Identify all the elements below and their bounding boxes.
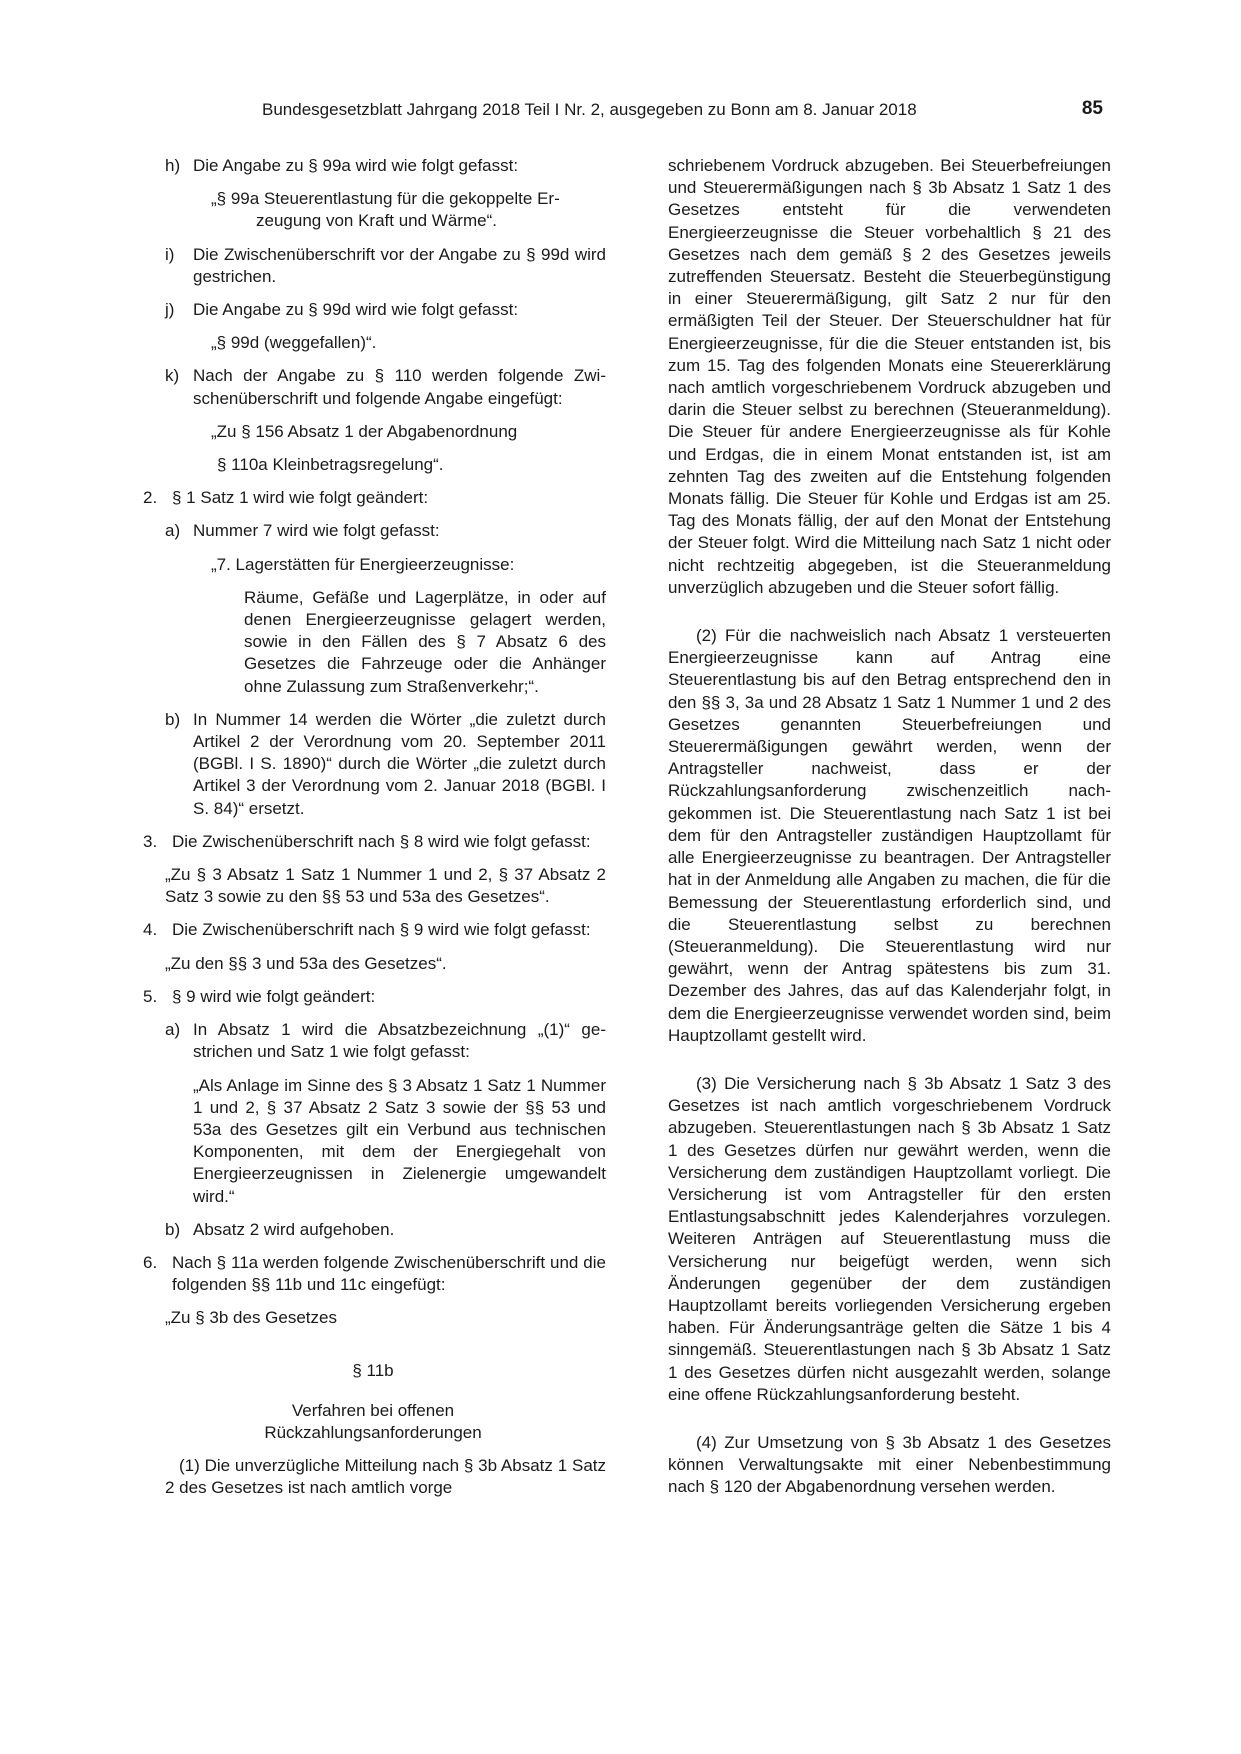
- quote-k-1: „Zu § 156 Absatz 1 der Abgabenordnung: [211, 421, 518, 441]
- paragraph-4: (4) Zur Umsetzung von § 3b Absatz 1 des Gesetzes können Verwaltungsakte mit einer Nebenbestimmung nach § 120 der Abgabenordnung versehen werden.: [668, 1432, 1111, 1497]
- item-i: [140, 244, 606, 288]
- item-text: Die Zwischenüberschrift vor der Angabe zu § 99d wird gestrichen.: [193, 244, 606, 286]
- item-text: In Absatz 1 wird die Absatzbezeichnung „(1)“ gestrichen und Satz 1 wie folgt gefasst:: [193, 1020, 606, 1062]
- quote-2a-body: Räume, Gefäße und Lagerplätze, in oder auf denen Energieerzeugnisse gelagert werden, sowie in den Fällen des § 7 Absatz 6 des Gesetzes die Fahrzeuge oder die Anhänger ohne Zulassung zum Straßenverkehr;“.: [244, 587, 606, 696]
- item-marker: a): [165, 1020, 181, 1040]
- quote-5a: „Als Anlage im Sinne des § 3 Absatz 1 Satz 1 Nummer 1 und 2, § 37 Absatz 2 Satz 3 sowie der §§ 53 und 53a des Gesetzes gilt ein Verbund aus technischen Komponenten, mit dem der Energiegehalt von Energieerzeugnissen in Zielenergie umgewandelt wird.“: [193, 1075, 606, 1206]
- item-marker: 5.: [143, 986, 158, 1006]
- item-marker: a): [165, 521, 181, 541]
- paragraph-2: (2) Für die nachweislich nach Absatz 1 versteuerten Energieerzeugnisse kann auf Antrag eine Steuerentlastung bis auf den Betrag entsprechend den in den §§ 3, 3a und 28 Absatz 1 Satz 1 Nummer 1 und 2 des Gesetzes genannten Steuerbefreiungen und Steuerermäßigungen gewährt werden, wenn der Antragsteller nachweist, dass er der Rückzahlungsanforderung zwischenzeitlich nachgekommen ist. Die Steuerentlastung nach Satz 1 ist bei dem für den Antragsteller zuständigen Hauptzollamt für alle Energieerzeugnisse zu beantragen. Der Antragsteller hat in der Anmeldung alle Angaben zu machen, die für die Bemessung der Steuerentlastung erforderlich sind, und die Steuerentlastung selbst zu berechnen (Steueranmeldung). Die Steuerentlastung wird nur gewährt, wenn der Antrag spätestens bis zum 31. Dezember des Jahres, das auf das Kalenderjahr folgt, in dem die Energieerzeugnisse verwendet worden sind, beim Hauptzollamt gestellt wird.: [668, 626, 1111, 1045]
- running-title: Bundesgesetzblatt Jahrgang 2018 Teil I Nr. 2, ausgegeben zu Bonn am 8. Januar 2018: [262, 100, 917, 119]
- quote-h: [140, 188, 606, 232]
- item-marker: i): [165, 244, 175, 264]
- item-text: Nach § 11a werden folgende Zwischenüberschrift und die folgenden §§ 11b und 11c eingefügt:: [172, 1252, 606, 1295]
- section-title-line-1: Verfahren bei offenen: [291, 1400, 455, 1420]
- quote-line: „§ 99a Steuerentlastung für die gekoppelte Er-: [211, 189, 560, 209]
- item-text: § 1 Satz 1 wird wie folgt geändert:: [172, 488, 429, 508]
- paragraph-3: (3) Die Versicherung nach § 3b Absatz 1 Satz 3 des Gesetzes ist nach amtlich vorgeschriebenem Vordruck abzugeben. Steuerentlastungen nach § 3b Absatz 1 Satz 1 des Gesetzes dürfen nur gewährt werden, wenn die Versicherung dem zuständigen Hauptzollamt vorliegt. Die Versicherung ist vom Antragsteller für den ersten Entlastungsabschnitt jedes Kalenderjahres vorzulegen. Weiteren Anträgen auf Steuerentlastung muss die Versicherung nur beigefügt werden, wenn sich Änderungen gegenüber der dem zuständigen Hauptzollamt bereits vorliegenden Versicherung ergeben haben. Für Änderungsanträge gelten die Sätze 1 bis 4 sinngemäß. Steuerentlastungen nach § 3b Absatz 1 Satz 1 des Gesetzes dürfen nicht ausgezahlt werden, solange eine offene Rückzahlungsanforderung besteht.: [668, 1073, 1111, 1404]
- item-text: In Nummer 14 werden die Wörter „die zuletzt durch Artikel 2 der Verordnung vom 20. September 2011 (BGBl. I S. 1890)“ durch die Wörter „die zuletzt durch Artikel 3 der Verordnung vom 2. Januar 2018 (BGBl. I S. 84)“ ersetzt.: [193, 709, 606, 818]
- item-text: Die Angabe zu § 99a wird wie folgt gefasst:: [193, 156, 519, 175]
- item-marker: 3.: [143, 831, 158, 851]
- item-text: Die Zwischenüberschrift nach § 8 wird wie folgt gefasst:: [172, 831, 591, 851]
- section-number: § 11b: [352, 1360, 394, 1380]
- item-j: [140, 299, 606, 321]
- item-5a: [140, 1019, 606, 1063]
- item-text: Nummer 7 wird wie folgt gefasst:: [193, 521, 440, 541]
- quote-k-2: § 110a Kleinbetragsregelung“.: [217, 455, 444, 475]
- item-6: [140, 1252, 606, 1296]
- item-k: [140, 365, 606, 409]
- item-5b: [140, 1219, 606, 1241]
- item-4: [140, 919, 606, 941]
- item-marker: 2.: [143, 488, 158, 508]
- quote-6: „Zu § 3b des Gesetzes: [165, 1308, 337, 1328]
- item-3: [140, 831, 606, 853]
- paragraph-1-continued: schriebenem Vordruck abzugeben. Bei Steuerbefreiungen und Steuerermäßigungen nach § 3b Absatz 1 Satz 1 des Gesetzes entsteht für die verwendeten Energieerzeugnisse die Steuer vorbehaltlich § 21 des Gesetzes nach dem gemäß § 2 des Gesetzes jeweils zutreffenden Steuersatz. Besteht die Steuerbegünstigung in einer Steuerermäßigung, gilt Satz 2 nur für den ermäßigten Teil der Steuer. Der Steuerschuldner hat für Energieerzeugnisse, für die die Steuer entstanden ist, bis zum 15. Tag des folgenden Monats eine Steuererklärung nach amtlich vorgeschriebenem Vordruck abzugeben und darin die Steuer selbst zu berechnen (Steueranmeldung). Die Steuer für andere Energieerzeugnisse als für Kohle und Erdgas, die in einem Monat entstanden ist, ist am zehnten Tag des zweiten auf die Entstehung folgenden Monats fällig. Die Steuer für Kohle und Erdgas ist am 25. Tag des Monats fällig, der auf den Monat der Entstehung der Steuer folgt. Wird die Mitteilung nach Satz 1 nicht oder nicht rechtzeitig abgegeben, ist die Steueranmeldung unverzüglich abzugeben und die Steuer sofort fällig.: [668, 156, 1111, 597]
- item-5: [140, 986, 606, 1008]
- item-marker: 6.: [143, 1252, 158, 1272]
- item-marker: b): [165, 709, 181, 729]
- quote-2a-head: „7. Lagerstätten für Energieerzeugnisse:: [211, 554, 515, 574]
- item-marker: 4.: [143, 920, 158, 940]
- item-2b: [140, 709, 606, 820]
- item-2: [140, 487, 606, 509]
- item-text: Die Zwischenüberschrift nach § 9 wird wie folgt gefasst:: [172, 920, 591, 940]
- quote-4: „Zu den §§ 3 und 53a des Gesetzes“.: [165, 953, 447, 973]
- item-marker: j): [165, 300, 175, 320]
- quote-line: zeugung von Kraft und Wärme“.: [256, 211, 497, 231]
- item-text: Die Angabe zu § 99d wird wie folgt gefasst:: [193, 300, 519, 320]
- page-number: 85: [1081, 98, 1103, 119]
- item-2a: [140, 520, 606, 542]
- section-paragraph-1-start: (1) Die unverzügliche Mitteilung nach § 3b Absatz 1 Satz 2 des Gesetzes ist nach amtlich vorge: [165, 1456, 606, 1498]
- item-marker: k): [165, 366, 180, 386]
- item-h: [140, 155, 606, 177]
- item-text: Nach der Angabe zu § 110 werden folgende Zwischenüberschrift und folgende Angabe eingefügt:: [193, 366, 606, 408]
- item-marker: h): [165, 156, 181, 175]
- right-column: [668, 155, 1111, 1513]
- item-text: Absatz 2 wird aufgehoben.: [193, 1219, 395, 1239]
- left-column: [140, 155, 606, 1514]
- item-text: § 9 wird wie folgt geändert:: [172, 986, 376, 1006]
- item-marker: b): [165, 1219, 181, 1239]
- page-header: [262, 100, 1103, 126]
- section-title-line-2: Rückzahlungsanforderungen: [264, 1422, 482, 1442]
- quote-3: „Zu § 3 Absatz 1 Satz 1 Nummer 1 und 2, § 37 Absatz 2 Satz 3 sowie zu den §§ 53 und 53a des Gesetzes“.: [165, 865, 606, 907]
- quote-j: „§ 99d (weggefallen)“.: [211, 333, 377, 353]
